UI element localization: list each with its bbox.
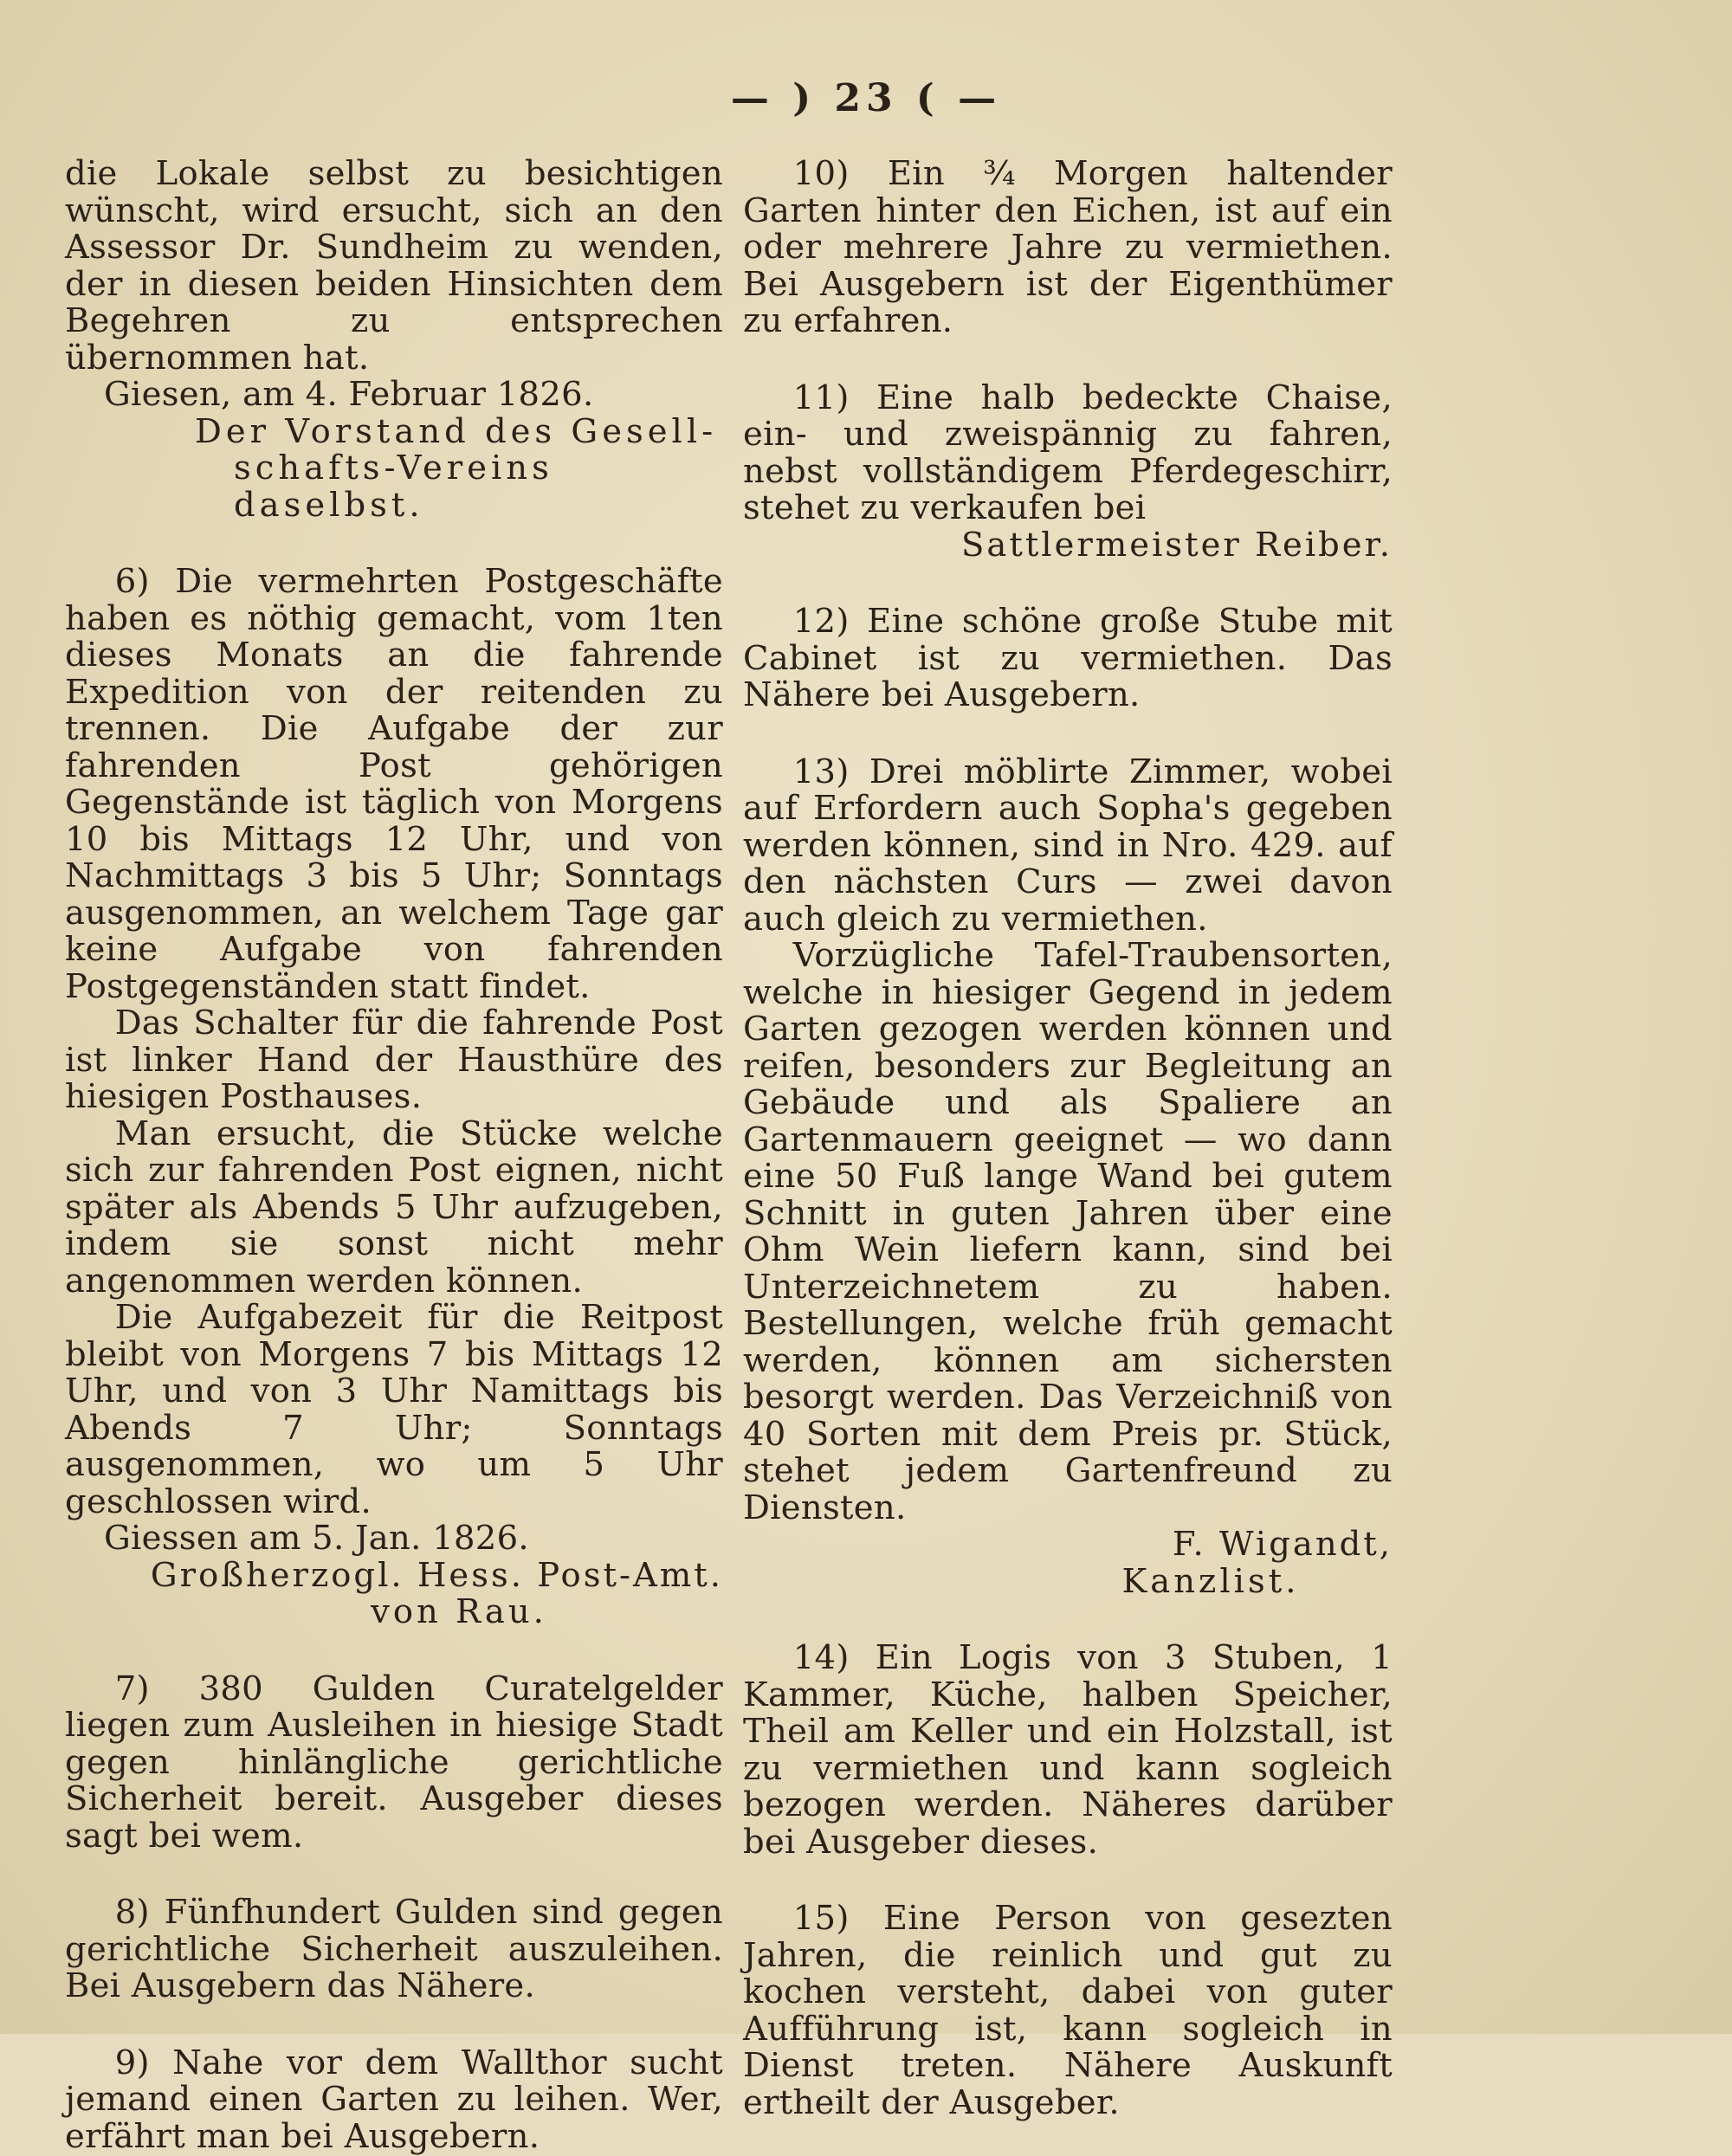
notice-6-signature-name: von Rau. bbox=[371, 1592, 547, 1631]
notice-6-signature-office: Großherzogl. Hess. Post-Amt. bbox=[150, 1555, 723, 1595]
notice-6-paragraph-2: Das Schalter für die fahrende Post ist linker Hand der Hausthüre des hiesigen Posthauses. bbox=[65, 1004, 723, 1116]
notice-6-date: Giessen am 5. Jan. 1826. bbox=[104, 1519, 529, 1558]
notice-13-signature-title: Kanzlist. bbox=[1121, 1561, 1300, 1601]
intro-notice-date: Giesen, am 4. Februar 1826. bbox=[104, 375, 594, 414]
notice-13-signature-name: F. Wigandt, bbox=[1172, 1525, 1393, 1564]
notice-13-paragraph-2: Vorzügliche Tafel-Traubensorten, welche in hiesiger Gegend in jedem Garten gezogen werden können und reifen, besonders zur Begleitung an Gebäude und als Spaliere an Gartenmauern geeignet — wo dann eine 50 Fuß lange Wand bei gutem Schnitt in guten Jahren über eine Ohm Wein liefern kann, sind bei Unterzeichnetem zu haben. Bestellungen, welche früh gemacht werden, können am sichersten besorgt werden. Das Verzeichniß von 40 Sorten mit dem Preis pr. Stück, stehet jedem Gartenfreund zu Diensten. bbox=[743, 936, 1393, 1527]
notice-6-paragraph-4: Die Aufgabezeit für die Reitpost bleibt von Morgens 7 bis Mittags 12 Uhr, und von 3 Uhr Namittags bis Abends 7 Uhr; Sonntags ausgenommen, wo um 5 Uhr geschlossen wird. bbox=[65, 1298, 723, 1521]
notice-13-paragraph-1: 13) Drei möblirte Zimmer, wobei auf Erfordern auch Sopha's gegeben werden können, sind in Nro. 429. auf den nächsten Curs — zwei davon auch gleich zu vermiethen. bbox=[743, 752, 1393, 939]
notice-6-paragraph-1: 6) Die vermehrten Postgeschäfte haben es nöthig gemacht, vom 1ten dieses Monats an die fahrende Expedition von der reitenden zu trennen. Die Aufgabe der zur fahrenden Post gehörigen Gegenstände ist täglich von Morgens 10 bis Mittags 12 Uhr, und von Nachmittags 3 bis 5 Uhr; Sonntags ausgenommen, an welchem Tage gar keine Aufgabe von fahrenden Postgegenständen statt findet. bbox=[65, 562, 723, 1006]
notice-10: 10) Ein ¾ Morgen haltender Garten hinter den Eichen, ist auf ein oder mehrere Jahre zu vermiethen. Bei Ausgebern ist der Eigenthümer zu erfahren. bbox=[743, 154, 1393, 340]
right-column bbox=[743, 156, 1393, 2121]
notice-6-paragraph-3: Man ersucht, die Stücke welche sich zur fahrenden Post eignen, nicht später als Abends 5 Uhr aufzugeben, indem sie sonst nicht mehr angenommen werden können. bbox=[65, 1114, 723, 1301]
notice-11-signature: Sattlermeister Reiber. bbox=[961, 525, 1393, 565]
notice-14: 14) Ein Logis von 3 Stuben, 1 Kammer, Küche, halben Speicher, Theil am Keller und ein Holzstall, ist zu vermiethen und kann sogleich bezogen werden. Näheres darüber bei Ausgeber dieses. bbox=[743, 1638, 1393, 1862]
notice-12: 12) Eine schöne große Stube mit Cabinet ist zu vermiethen. Das Nähere bei Ausgebern. bbox=[743, 602, 1393, 714]
intro-notice-signature-line1: Der Vorstand des Gesell- bbox=[195, 411, 718, 451]
left-column bbox=[65, 156, 723, 2155]
notice-7: 7) 380 Gulden Curatelgelder liegen zum Ausleihen in hiesige Stadt gegen hinlängliche gerichtliche Sicherheit bereit. Ausgeber dieses sagt bei wem. bbox=[65, 1669, 723, 1856]
intro-notice-text: die Lokale selbst zu besichtigen wünscht, wird ersucht, sich an den Assessor Dr. Sundheim zu wenden, der in diesen beiden Hinsichten dem Begehren zu entsprechen übernommen hat. bbox=[65, 154, 723, 378]
intro-notice-signature-line2: schafts-Vereins daselbst. bbox=[234, 449, 553, 525]
notice-11: 11) Eine halb bedeckte Chaise, ein- und zweispännig zu fahren, nebst vollständigem Pferdegeschirr, stehet zu verkaufen bei bbox=[743, 378, 1393, 527]
notice-9: 9) Nahe vor dem Wallthor sucht jemand einen Garten zu leihen. Wer, erfährt man bei Ausgebern. bbox=[65, 2043, 723, 2156]
notice-8: 8) Fünfhundert Gulden sind gegen gerichtliche Sicherheit auszuleihen. Bei Ausgebern das Nähere. bbox=[65, 1893, 723, 2005]
page-number-header: — ) 23 ( — bbox=[730, 76, 1002, 120]
notice-15: 15) Eine Person von gesezten Jahren, die reinlich und gut zu kochen versteht, dabei von guter Aufführung ist, kann sogleich in Dienst treten. Nähere Auskunft ertheilt der Ausgeber. bbox=[743, 1899, 1393, 2122]
